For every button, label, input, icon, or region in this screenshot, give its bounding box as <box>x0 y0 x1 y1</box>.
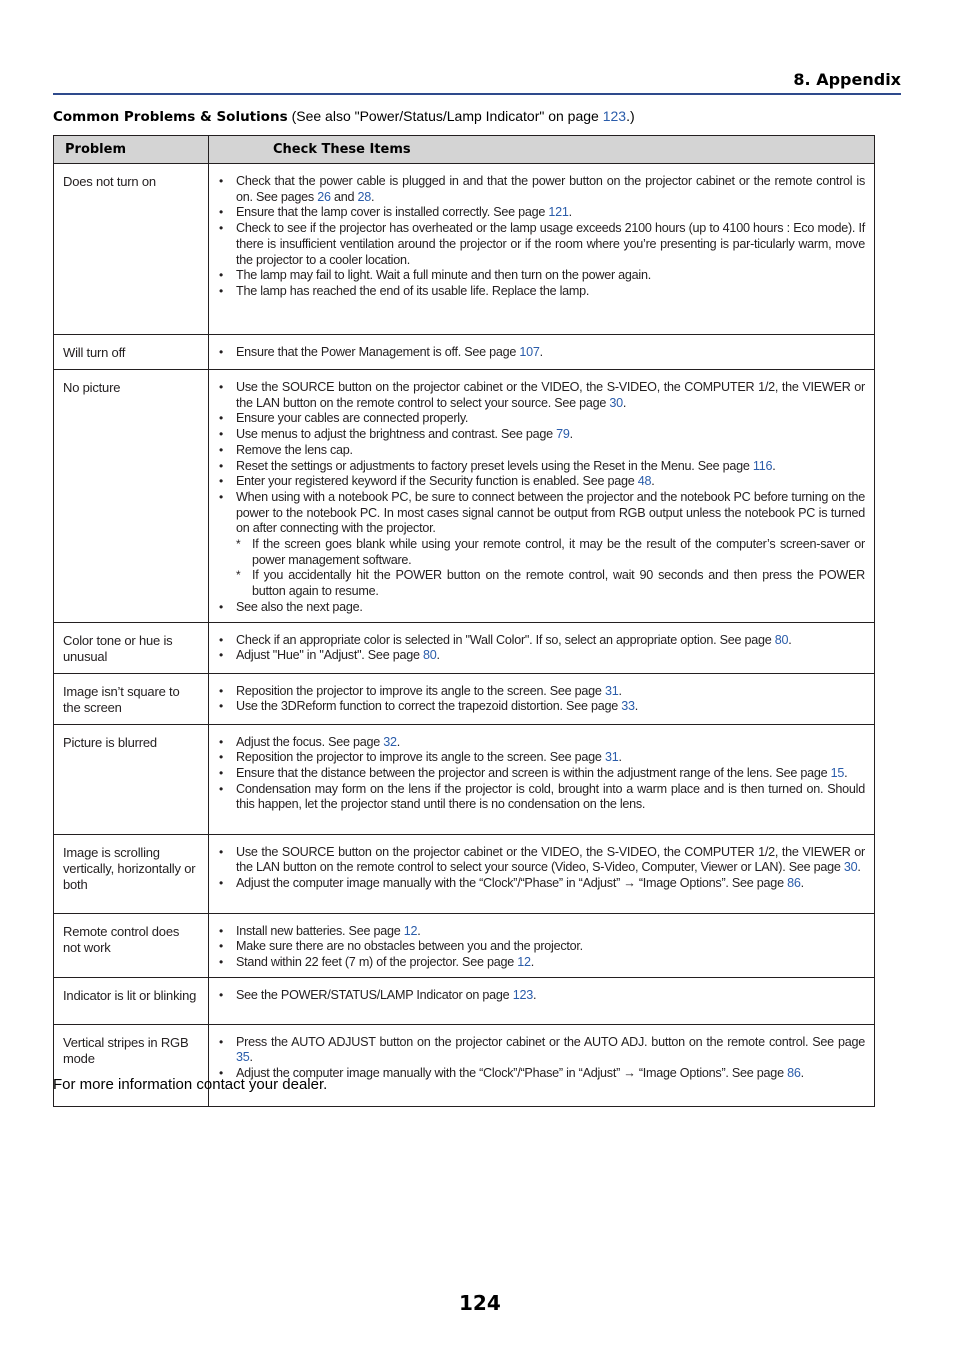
list-item <box>217 924 865 940</box>
page-link[interactable]: 48 <box>637 474 652 489</box>
page-link[interactable]: 86 <box>787 1066 801 1081</box>
table-row <box>54 724 875 834</box>
column-header-check-items: Check These Items <box>209 136 875 164</box>
check-items-cell <box>209 913 875 977</box>
page-link[interactable]: 31 <box>604 750 619 765</box>
item-text: . <box>396 734 401 749</box>
table-row <box>54 834 875 913</box>
page-link[interactable]: 123 <box>512 987 533 1002</box>
table-row <box>54 913 875 977</box>
check-items-list <box>217 988 865 1004</box>
problem-cell: Does not turn on <box>54 164 209 335</box>
page-number: 124 <box>459 1291 501 1315</box>
item-text: . <box>568 205 572 220</box>
list-item <box>217 568 865 599</box>
item-text: Reposition the projector to improve its angle to the screen. See page <box>236 683 605 698</box>
item-text: Ensure that the distance between the projector and screen is within the adjustment range of the lens. See page <box>236 765 831 780</box>
item-text: . <box>622 395 627 410</box>
item-text: Remove the lens cap. <box>236 442 353 457</box>
list-item <box>217 955 865 971</box>
check-items-list <box>217 380 865 616</box>
page-link[interactable]: 80 <box>422 648 437 663</box>
table-row <box>54 977 875 1024</box>
check-items-cell <box>209 834 875 913</box>
item-text: . <box>800 1066 804 1081</box>
item-text: and <box>330 189 358 204</box>
item-text: When using with a notebook PC, be sure to connect between the projector and the notebook PC before turning on the power to the notebook PC. In most cases signal cannot be output from RGB output unless the notebook PC is turned on after connecting with the projector. <box>236 489 865 536</box>
item-text: Adjust the focus. See page <box>236 734 384 749</box>
problem-cell: Remote control does not work <box>54 913 209 977</box>
item-text: Use menus to adjust the brightness and contrast. See page <box>236 427 557 442</box>
list-item <box>217 633 865 649</box>
list-item <box>217 750 865 766</box>
intro-line <box>53 108 635 125</box>
item-text: See also the next page. <box>236 599 363 614</box>
page-link[interactable]: 80 <box>774 632 789 647</box>
page-link[interactable]: 35 <box>236 1050 250 1065</box>
check-items-cell <box>209 335 875 370</box>
item-text: . <box>618 750 622 765</box>
intro-text-end: .) <box>626 108 635 124</box>
check-items-list <box>217 924 865 971</box>
list-item <box>217 427 865 443</box>
item-text: The lamp may fail to light. Wait a full minute and then turn on the power again. <box>236 268 651 283</box>
problem-cell: Image is scrolling vertically, horizontally or both <box>54 834 209 913</box>
list-item <box>217 699 865 715</box>
page-link[interactable]: 28 <box>357 189 372 204</box>
list-item <box>217 876 865 892</box>
item-text: . <box>772 458 776 473</box>
section-title: 8. Appendix <box>793 70 901 89</box>
table-row <box>54 673 875 724</box>
item-text: Use the SOURCE button on the projector cabinet or the VIDEO, the S-VIDEO, the COMPUTER 1/2, the VIEWER or the LAN button on the remote control to select your source. See page <box>236 380 865 410</box>
item-text: . <box>634 699 638 714</box>
page-link[interactable]: 107 <box>519 345 540 359</box>
item-text: Use the SOURCE button on the projector cabinet or the VIDEO, the S-VIDEO, the COMPUTER 1/2, the VIEWER or the LAN button on the remote control to select your source (Video, S-Video, Computer, Viewer or LAN). See page <box>236 844 865 875</box>
item-text: . <box>249 1050 253 1065</box>
item-text: . <box>857 860 861 875</box>
item-text: Check if an appropriate color is selected in "Wall Color". If so, select an appropriate option. See page <box>236 632 775 647</box>
problem-cell: Vertical stripes in RGB mode <box>54 1024 209 1106</box>
item-text: . <box>539 345 543 359</box>
problem-cell: No picture <box>54 370 209 623</box>
table-row <box>54 164 875 335</box>
list-item <box>217 380 865 411</box>
item-text: Adjust the computer image manually with the “Clock”/“Phase” in “Adjust” → “Image Options”. See page <box>236 875 788 890</box>
page-link[interactable]: 26 <box>317 189 331 204</box>
item-text: . <box>651 474 655 489</box>
item-text: . <box>530 954 534 969</box>
list-item <box>217 174 865 205</box>
item-text: Reset the settings or adjustments to factory preset levels using the Reset in the Menu. See page <box>236 458 753 473</box>
list-item <box>217 1035 865 1066</box>
list-item <box>217 221 865 268</box>
item-text: Check that the power cable is plugged in and that the power button on the projector cabinet or the remote control is on. See pages <box>236 174 865 204</box>
list-item <box>217 411 865 427</box>
list-item <box>217 284 865 300</box>
check-items-cell <box>209 673 875 724</box>
item-text: See the POWER/STATUS/LAMP Indicator on page <box>236 987 513 1002</box>
item-text: Enter your registered keyword if the Security function is enabled. See page <box>236 474 638 489</box>
list-item <box>217 735 865 751</box>
list-item <box>217 443 865 459</box>
list-item <box>217 490 865 537</box>
list-item <box>217 268 865 284</box>
footer-note: For more information contact your dealer. <box>53 1076 328 1093</box>
item-text: Install new batteries. See page <box>236 923 404 938</box>
list-item <box>217 345 865 361</box>
page-link[interactable]: 32 <box>383 734 397 749</box>
check-items-list <box>217 174 865 300</box>
check-items-cell <box>209 164 875 335</box>
check-items-list <box>217 845 865 892</box>
list-item <box>217 766 865 782</box>
check-items-cell <box>209 370 875 623</box>
item-text: Press the AUTO ADJUST button on the projector cabinet or the AUTO ADJ. button on the remote control. See page <box>236 1034 865 1049</box>
item-text: Adjust the computer image manually with the “Clock”/“Phase” in “Adjust” → “Image Options”. See page <box>236 1066 788 1081</box>
page-link[interactable]: 15 <box>830 765 845 780</box>
page-link[interactable]: 30 <box>609 395 623 410</box>
item-text: Stand within 22 feet (7 m) of the projector. See page <box>236 954 518 969</box>
intro-text: (See also "Power/Status/Lamp Indicator" on page <box>287 108 603 124</box>
check-items-cell <box>209 724 875 834</box>
item-text: Condensation may form on the lens if the projector is cold, brought into a warm place and is then turned on. Should this happen, let the projector stand until there is no condensation on the lens. <box>236 781 865 812</box>
list-item <box>217 600 865 616</box>
table-row <box>54 335 875 370</box>
check-items-cell <box>209 1024 875 1106</box>
item-text: . <box>532 987 537 1002</box>
table-body <box>54 164 875 1107</box>
page-link[interactable]: 30 <box>843 860 858 875</box>
problem-cell: Color tone or hue is unusual <box>54 622 209 673</box>
item-text: Adjust "Hue" in "Adjust". See page <box>236 648 423 663</box>
table-row <box>54 370 875 623</box>
column-header-problem: Problem <box>54 136 209 164</box>
list-item <box>217 474 865 490</box>
check-items-list <box>217 1035 865 1082</box>
problem-cell: Image isn’t square to the screen <box>54 673 209 724</box>
list-item <box>217 648 865 664</box>
item-text: . <box>436 648 440 663</box>
page-link[interactable]: 121 <box>548 205 569 220</box>
item-text: If you accidentally hit the POWER button on the remote control, wait 90 seconds and then press the POWER button again to resume. <box>252 568 865 599</box>
page-link[interactable]: 31 <box>604 683 619 698</box>
page-link[interactable]: 12 <box>517 954 531 969</box>
check-items-cell <box>209 622 875 673</box>
item-text: Check to see if the projector has overheated or the lamp usage exceeds 2100 hours (up to 4100 hours : Eco mode). If there is insufficient ventilation around the projector or if the room where you’re presenting is par-ticularly warm, move the projector to a cooler location. <box>236 221 865 267</box>
list-item <box>217 684 865 700</box>
item-text: If the screen goes blank while using your remote control, it may be the result of the computer’s screen-saver or power management software. <box>252 537 865 567</box>
item-text: Make sure there are no obstacles between you and the projector. <box>236 939 583 954</box>
item-text: . <box>844 765 848 780</box>
item-text: The lamp has reached the end of its usable life. Replace the lamp. <box>236 283 590 298</box>
item-text: Reposition the projector to improve its angle to the screen. See page <box>236 750 605 765</box>
page-link[interactable]: 123 <box>602 108 627 124</box>
list-item <box>217 845 865 876</box>
table-row <box>54 622 875 673</box>
problem-cell: Picture is blurred <box>54 724 209 834</box>
item-text: Use the 3DReform function to correct the trapezoid distortion. See page <box>236 699 622 714</box>
header-rule <box>53 93 901 95</box>
item-text: . <box>371 189 375 204</box>
table-header-row <box>54 136 875 164</box>
list-item <box>217 459 865 475</box>
list-item <box>217 537 865 568</box>
list-item <box>217 782 865 813</box>
intro-heading: Common Problems & Solutions <box>53 109 288 125</box>
table-row <box>54 1024 875 1106</box>
check-items-list <box>217 735 865 814</box>
list-item <box>217 988 865 1004</box>
item-text: Ensure that the lamp cover is installed correctly. See page <box>236 205 549 220</box>
list-item <box>217 205 865 221</box>
page-link[interactable]: 33 <box>621 699 635 714</box>
problem-cell: Indicator is lit or blinking <box>54 977 209 1024</box>
item-text: Ensure your cables are connected properly. <box>236 411 469 426</box>
item-text: . <box>417 923 421 938</box>
item-text: . <box>800 875 804 890</box>
check-items-cell <box>209 977 875 1024</box>
check-items-list <box>217 345 865 361</box>
problems-table <box>53 135 875 1107</box>
page-link[interactable]: 86 <box>787 875 801 890</box>
check-items-list <box>217 633 865 664</box>
item-text: Ensure that the Power Management is off. See page <box>236 345 520 359</box>
check-items-list <box>217 684 865 715</box>
problem-cell: Will turn off <box>54 335 209 370</box>
item-text: . <box>788 632 792 647</box>
item-text: . <box>618 683 622 698</box>
page-link[interactable]: 12 <box>403 923 418 938</box>
page-link[interactable]: 79 <box>556 427 570 442</box>
list-item <box>217 939 865 955</box>
page-link[interactable]: 116 <box>752 458 773 473</box>
item-text: . <box>569 427 573 442</box>
